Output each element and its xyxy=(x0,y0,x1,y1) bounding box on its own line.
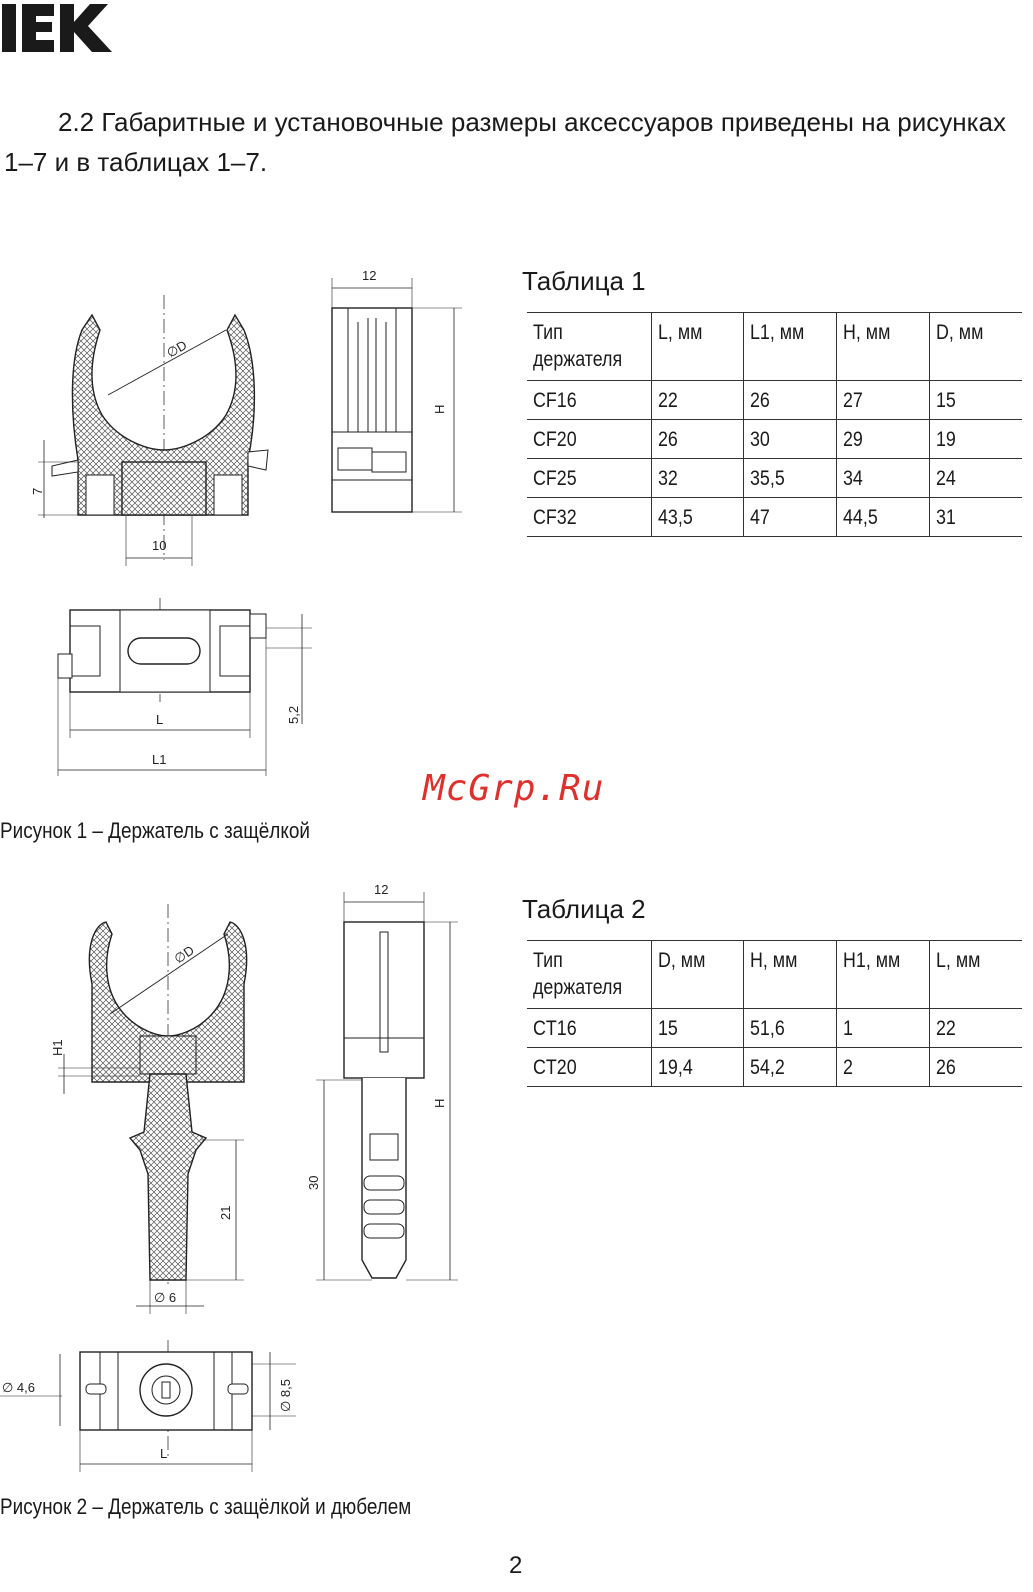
dim-52-label: 5,2 xyxy=(286,705,301,724)
dim-10-label: 10 xyxy=(152,538,167,553)
dim-l-label: L xyxy=(160,1446,168,1461)
table1 xyxy=(527,312,1022,537)
dim-85-label: ∅ 8,5 xyxy=(278,1378,293,1412)
dim-7-label: 7 xyxy=(30,487,45,495)
figure1-front-view xyxy=(30,290,280,580)
table-row: CT20 19,4 54,2 2 26 xyxy=(527,1048,1022,1087)
dim-12-label: 12 xyxy=(374,882,389,897)
dim-30-label: 30 xyxy=(306,1175,321,1190)
dim-l-label: L xyxy=(156,712,164,727)
figure1-top-view xyxy=(40,598,330,778)
intro-paragraph: 2.2 Габаритные и установочные размеры аксессуаров приведены на рисунках 1–7 и в таблицах 1–7. xyxy=(4,107,1006,177)
table-row: CF20 26 30 29 19 xyxy=(527,420,1022,459)
page-number: 2 xyxy=(509,1552,523,1579)
table2 xyxy=(527,940,1022,1087)
figure2-front-view xyxy=(40,904,260,1314)
dim-12-label: 12 xyxy=(362,268,377,283)
table-header-cell: L, мм xyxy=(929,941,1022,1009)
dim-46-label: ∅ 4,6 xyxy=(2,1380,36,1395)
table-row: CT16 15 51,6 1 22 xyxy=(527,1009,1022,1048)
table-header-cell: H, мм xyxy=(743,941,836,1009)
table-header-cell: L1, мм xyxy=(743,313,836,381)
dim-l1-label: L1 xyxy=(152,752,167,767)
watermark: McGrp.Ru xyxy=(423,768,605,809)
table-row: CF32 43,5 47 44,5 31 xyxy=(527,498,1022,537)
table2-title: Таблица 2 xyxy=(522,894,646,924)
table-header-cell: Тип держателя xyxy=(527,941,651,1009)
iek-logo xyxy=(0,0,116,58)
dim-h-label: H xyxy=(432,404,447,414)
diameter-label: ∅D xyxy=(164,337,190,361)
diameter-label: ∅D xyxy=(171,942,197,967)
table-header-cell: D, мм xyxy=(929,313,1022,381)
dim-21-label: 21 xyxy=(218,1205,233,1220)
figure2-side-view xyxy=(300,880,470,1300)
figure2-caption: Рисунок 2 – Держатель с защёлкой и дюбелем xyxy=(0,1494,412,1519)
table-header-cell: H1, мм xyxy=(836,941,929,1009)
table-row: CF25 32 35,5 34 24 xyxy=(527,459,1022,498)
figure1-side-view xyxy=(318,262,468,522)
dim-h-label: H xyxy=(432,1098,447,1108)
table1-title: Таблица 1 xyxy=(522,266,646,296)
dim-6-label: ∅ 6 xyxy=(154,1290,177,1305)
table-row: CF16 22 26 27 15 xyxy=(527,381,1022,420)
figure1-caption: Рисунок 1 – Держатель с защёлкой xyxy=(0,818,310,843)
table-header-cell: D, мм xyxy=(651,941,743,1009)
table-header-cell: H, мм xyxy=(836,313,929,381)
figure2-top-view xyxy=(0,1340,310,1480)
table-header-cell: Тип держателя xyxy=(527,313,651,381)
dim-h1-label: H1 xyxy=(50,1039,65,1056)
table-header-cell: L, мм xyxy=(651,313,743,381)
